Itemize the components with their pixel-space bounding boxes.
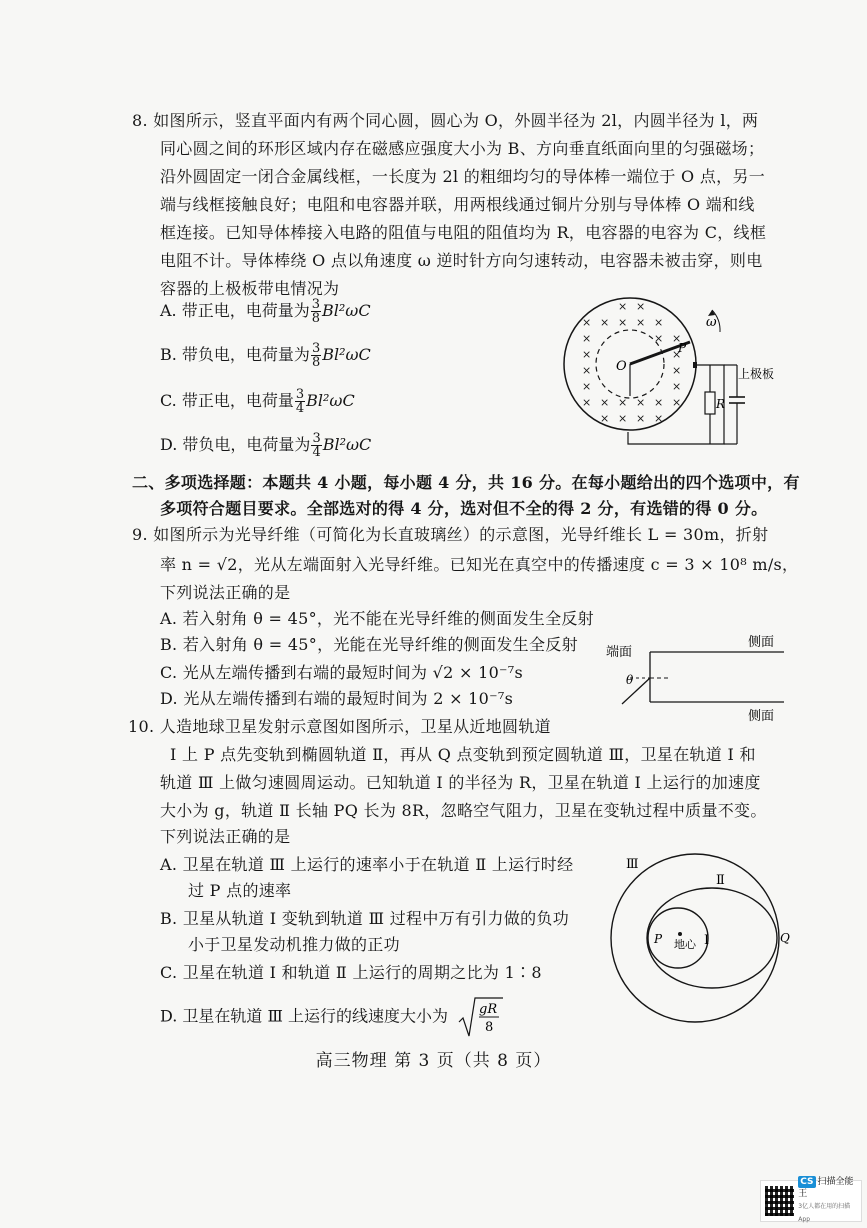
q9-option-a: A. 若入射角 θ = 45°，光不能在光导纤维的侧面发生全反射 xyxy=(160,609,594,628)
q8-line: 8. 如图所示，竖直平面内有两个同心圆，圆心为 O，外圆半径为 2l，内圆半径为 l，两 xyxy=(132,111,759,130)
center-label: O xyxy=(616,359,627,374)
field-cross-mark: × xyxy=(654,332,664,345)
side-top-label: 侧面 xyxy=(748,635,775,650)
option-text: A. 带正电，电荷量为 xyxy=(160,301,310,320)
field-cross-mark: × xyxy=(636,316,646,329)
option-text: D. 带负电，电荷量为 xyxy=(160,435,311,454)
q8-line: 框连接。已知导体棒接入电路的阻值与电阻的阻值均为 R，电容器的电容为 C，线框 xyxy=(160,223,767,242)
q8-line: 容器的上极板带电情况为 xyxy=(160,279,340,298)
field-cross-mark: × xyxy=(654,396,664,409)
q10-option-a: A. 卫星在轨道 Ⅲ 上运行的速率小于在轨道 Ⅱ 上运行时经 xyxy=(160,855,574,874)
q10-option-c: C. 卫星在轨道 Ⅰ 和轨道 Ⅱ 上运行的周期之比为 1∶8 xyxy=(160,963,542,982)
field-cross-mark: × xyxy=(672,380,682,393)
q9-line: 下列说法正确的是 xyxy=(160,583,291,602)
q10-option-d xyxy=(160,996,503,1038)
field-cross-mark: × xyxy=(582,348,592,361)
field-cross-mark: × xyxy=(618,300,628,313)
formula: Bl²ωC xyxy=(306,391,355,410)
option-text: D. 卫星在轨道 Ⅲ 上运行的线速度大小为 xyxy=(160,1006,449,1026)
earth-label: 地心 xyxy=(674,938,696,951)
option-text: B. 带负电，电荷量为 xyxy=(160,345,310,364)
q9-option-d: D. 光从左端传播到右端的最短时间为 2 × 10⁻⁷s xyxy=(160,689,514,708)
side-bottom-label: 侧面 xyxy=(748,709,775,724)
sqrt-expression xyxy=(457,996,503,1038)
q8-option-b xyxy=(160,342,371,369)
q9-option-c: C. 光从左端传播到右端的最短时间为 √2 × 10⁻⁷s xyxy=(160,663,524,682)
q10-line: 大小为 g，轨道 Ⅱ 长轴 PQ 长为 8R，忽略空气阻力，卫星在变轨过程中质量不变。 xyxy=(160,801,767,820)
field-cross-mark: × xyxy=(672,348,682,361)
theta-label: θ xyxy=(626,673,634,687)
field-cross-mark: × xyxy=(636,396,646,409)
q8-option-c xyxy=(160,388,355,415)
q9-line: 率 n = √2，光从左端面射入光导纤维。已知光在真空中的传播速度 c = 3 × 10⁸ m/s， xyxy=(160,555,799,574)
omega-label: ω xyxy=(706,315,717,330)
q8-circuit-figure xyxy=(552,296,792,452)
field-cross-mark: × xyxy=(672,396,682,409)
formula: Bl²ωC xyxy=(322,345,371,364)
q10-option-b-cont: 小于卫星发动机推力做的正功 xyxy=(188,935,400,954)
field-cross-mark: × xyxy=(672,332,682,345)
q8-line: 沿外圆固定一闭合金属线框，一长度为 2l 的粗细均匀的导体棒一端位于 O 点，另一 xyxy=(160,167,766,186)
sqrt-numerator: gR xyxy=(479,1002,498,1017)
field-cross-mark: × xyxy=(600,412,610,425)
q10-line: Ⅰ 上 P 点先变轨到椭圆轨道 Ⅱ，再从 Q 点变轨到预定圆轨道 Ⅲ，卫星在轨道 Ⅰ 和 xyxy=(170,745,756,764)
qr-code-icon xyxy=(765,1186,794,1216)
sqrt-denominator: 8 xyxy=(485,1020,494,1035)
field-cross-mark: × xyxy=(618,396,628,409)
field-cross-mark: × xyxy=(618,316,628,329)
option-text: C. 带正电，电荷量 xyxy=(160,391,294,410)
field-cross-mark: × xyxy=(582,396,592,409)
q8-line: 同心圆之间的环形区域内存在磁感应强度大小为 B、方向垂直纸面向里的匀强磁场； xyxy=(160,139,765,158)
q10-orbit-figure xyxy=(600,850,790,1026)
q10-line: 下列说法正确的是 xyxy=(160,827,291,846)
q8-option-a xyxy=(160,298,371,325)
field-cross-mark: × xyxy=(654,316,664,329)
field-cross-mark: × xyxy=(600,316,610,329)
field-cross-mark: × xyxy=(582,316,592,329)
plate-label: 上极板 xyxy=(738,367,775,381)
q8-option-d xyxy=(160,432,371,459)
scanner-watermark xyxy=(760,1177,862,1223)
field-cross-mark: × xyxy=(582,364,592,377)
q8-line: 电阻不计。导体棒绕 O 点以角速度 ω 逆时针方向匀速转动，电容器未被击穿，则电 xyxy=(160,251,763,270)
formula: Bl²ωC xyxy=(322,435,372,454)
field-cross-mark: × xyxy=(636,300,646,313)
field-cross-mark: × xyxy=(582,380,592,393)
field-cross-mark: × xyxy=(582,332,592,345)
field-cross-mark: × xyxy=(636,412,646,425)
orbit-1-label: Ⅰ xyxy=(704,933,710,948)
end-face-label: 端面 xyxy=(606,645,633,660)
q9-line: 9. 如图所示为光导纤维（可简化为长直玻璃丝）的示意图，光导纤维长 L = 30m，折射 xyxy=(132,525,769,544)
q8-line: 端与线框接触良好；电阻和电容器并联，用两根线通过铜片分别与导体棒 O 端和线 xyxy=(160,195,755,214)
point-q-label: Q xyxy=(780,931,790,945)
fraction: $\frac{3}{4}$ xyxy=(312,431,321,460)
field-cross-mark: × xyxy=(672,364,682,377)
orbit-3-label: Ⅲ xyxy=(626,857,639,872)
q10-line: 轨道 Ⅲ 上做匀速圆周运动。已知轨道 Ⅰ 的半径为 R，卫星在轨道 Ⅰ 上运行的加速度 xyxy=(160,773,761,792)
page-footer: 高三物理 第 3 页（共 8 页） xyxy=(315,1051,552,1071)
point-p-label: P xyxy=(654,932,663,946)
q10-option-a-cont: 过 P 点的速率 xyxy=(188,881,292,900)
point-label: P xyxy=(678,341,687,355)
field-cross-mark: × xyxy=(618,412,628,425)
formula: Bl²ωC xyxy=(322,301,371,320)
resistor-label: R xyxy=(716,397,726,411)
q10-line: 10. 人造地球卫星发射示意图如图所示，卫星从近地圆轨道 xyxy=(128,717,551,736)
field-cross-mark: × xyxy=(654,412,664,425)
field-cross-mark: × xyxy=(600,396,610,409)
section-2-heading: 二、多项选择题：本题共 4 小题，每小题 4 分，共 16 分。在每小题给出的四个选项中，有 xyxy=(132,473,800,492)
fraction: $\frac{3}{8}$ xyxy=(311,297,321,326)
q10-option-b: B. 卫星从轨道 Ⅰ 变轨到轨道 Ⅲ 过程中万有引力做的负功 xyxy=(160,909,570,928)
section-2-heading-cont: 多项符合题目要求。全部选对的得 4 分，选对但不全的得 2 分，有选错的得 0 分。 xyxy=(160,499,768,518)
q9-option-b: B. 若入射角 θ = 45°，光能在光导纤维的侧面发生全反射 xyxy=(160,635,578,654)
orbit-2-label: Ⅱ xyxy=(716,873,725,888)
scanner-brand: CS 扫描全能王 3亿人都在用的扫描App xyxy=(798,1177,854,1223)
q9-fiber-figure xyxy=(600,632,784,724)
fraction: $\frac{3}{4}$ xyxy=(295,387,305,416)
fraction: $\frac{3}{8}$ xyxy=(311,341,321,370)
